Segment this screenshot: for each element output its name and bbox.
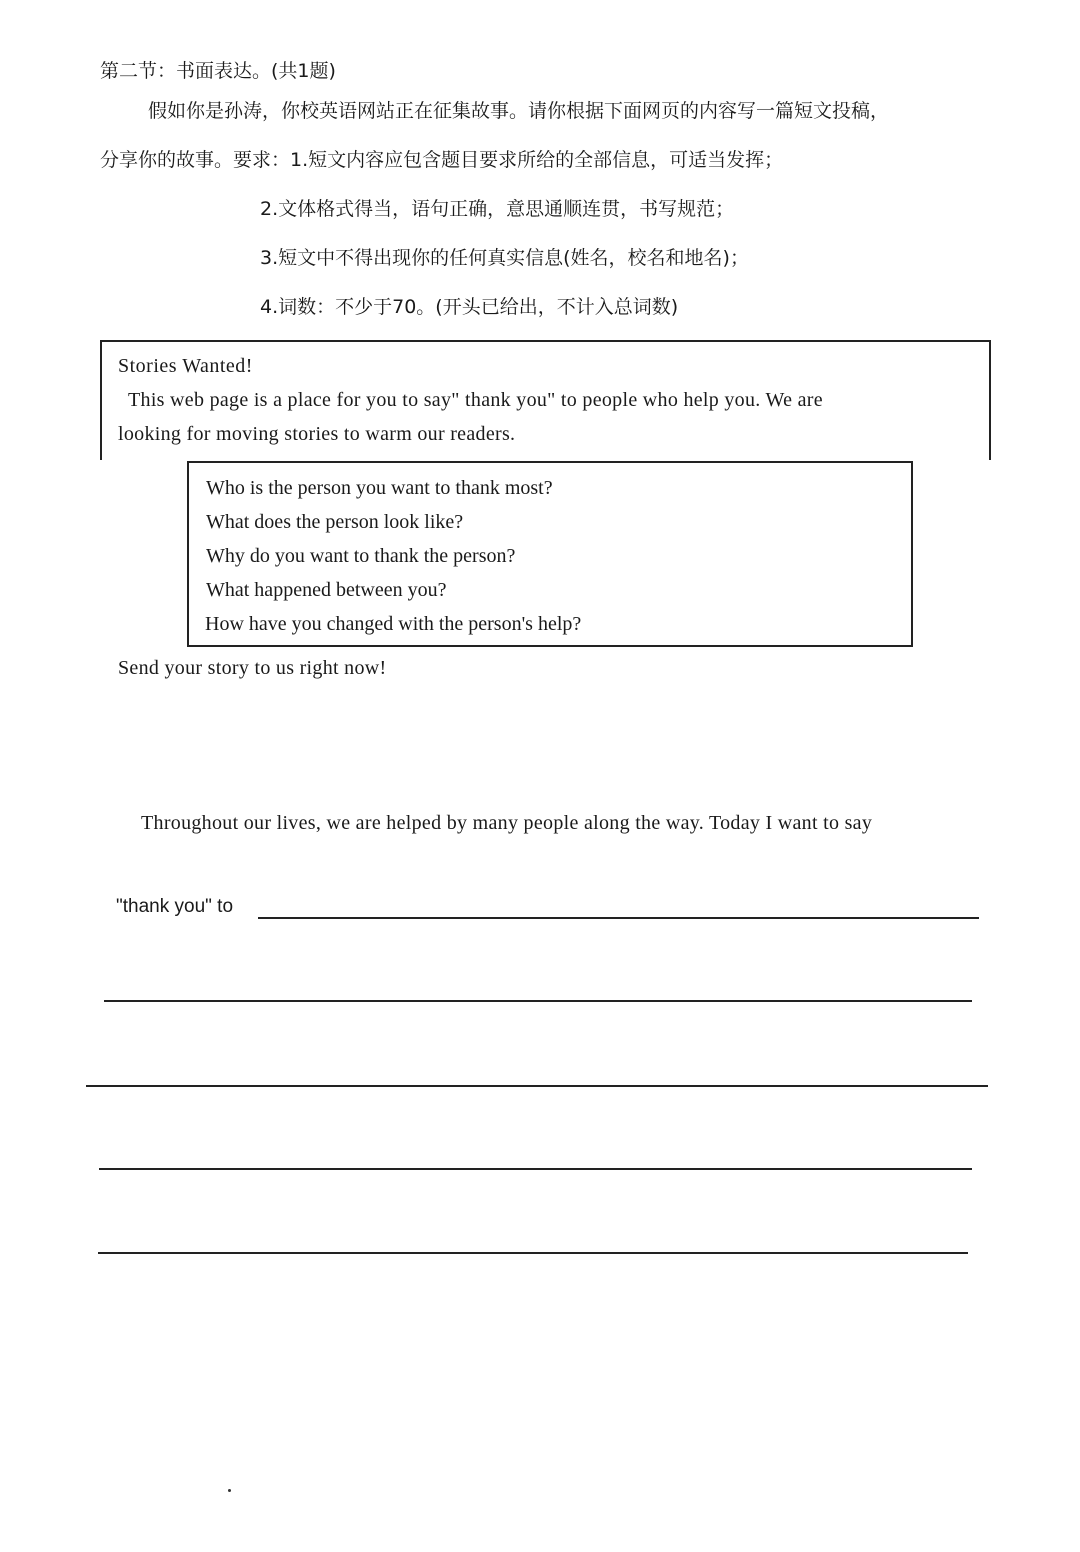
question-item: What does the person look like?: [206, 511, 464, 533]
question-item: What happened between you?: [206, 579, 447, 601]
question-item: How have you changed with the person's help?: [205, 613, 582, 635]
task-intro-line-1: 假如你是孙涛，你校英语网站正在征集故事。请你根据下面网页的内容写一篇短文投稿，: [148, 100, 890, 122]
webpage-text-line-1: This web page is a place for you to say" thank you" to people who help you. We are: [128, 389, 823, 411]
essay-opening-sentence: Throughout our lives, we are helped by many people along the way. Today I want to say: [141, 812, 873, 834]
section-heading: 第二节：书面表达。(共1题): [100, 60, 336, 82]
webpage-text-line-2: looking for moving stories to warm our readers.: [118, 423, 516, 445]
webpage-closing: Send your story to us right now!: [118, 657, 387, 679]
question-item: Why do you want to thank the person?: [206, 545, 516, 567]
essay-prefix: "thank you" to: [116, 896, 234, 917]
webpage-title: Stories Wanted!: [118, 355, 253, 377]
answer-line[interactable]: [86, 1085, 988, 1087]
task-intro-line-2: 分享你的故事。要求：1.短文内容应包含题目要求所给的全部信息，可适当发挥；: [100, 149, 784, 171]
requirement-4: 4.词数：不少于70。(开头已给出，不计入总词数): [260, 296, 679, 318]
answer-line[interactable]: [98, 1252, 968, 1254]
answer-line[interactable]: [104, 1000, 972, 1002]
question-item: Who is the person you want to thank most?: [206, 477, 553, 499]
requirement-3: 3.短文中不得出现你的任何真实信息(姓名，校名和地名)；: [260, 247, 749, 269]
answer-line[interactable]: [99, 1168, 972, 1170]
scan-mark: [228, 1489, 231, 1492]
requirement-2: 2.文体格式得当，语句正确，意思通顺连贯，书写规范；: [260, 198, 735, 220]
answer-line[interactable]: [258, 917, 979, 919]
